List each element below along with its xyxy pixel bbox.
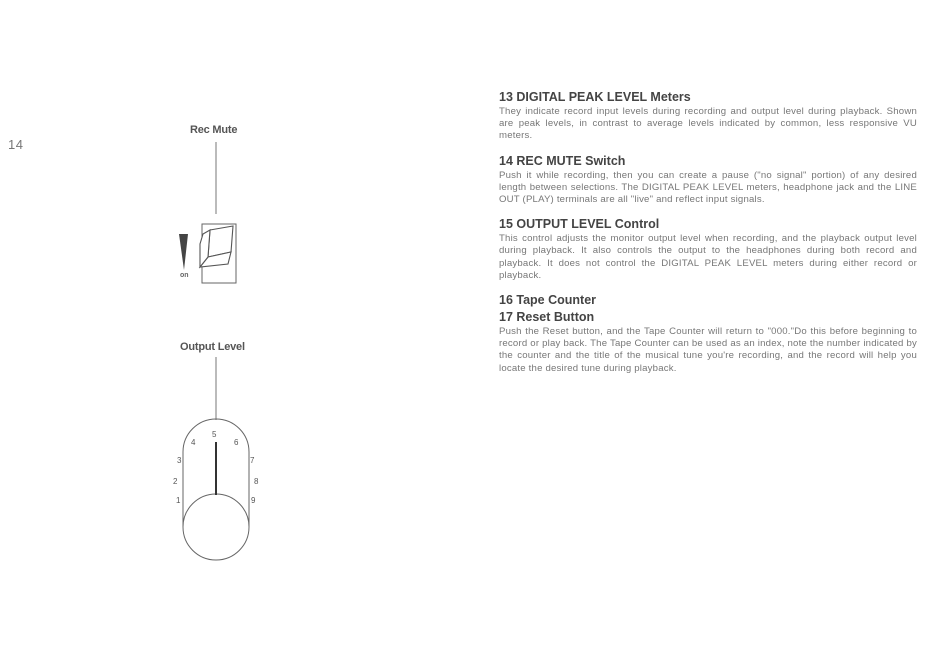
section-title: 16 Tape Counter: [499, 293, 597, 308]
page-number: 14: [8, 137, 24, 152]
on-arrow-icon: [179, 234, 188, 270]
section-body: They indicate record input levels during recording and output level during playback. Shown are peak levels, in contrast to average levels indicated by common, less responsive VU meters.: [499, 106, 917, 142]
section-title-secondary: 17 Reset Button: [499, 310, 595, 325]
scale-mark-1: 1: [176, 496, 181, 505]
scale-mark-9: 9: [251, 496, 256, 505]
section-output-level-control: [499, 216, 917, 282]
section-tape-counter-reset: [499, 292, 917, 375]
scale-mark-3: 3: [177, 456, 182, 465]
on-label: on: [180, 272, 189, 279]
description-column: [499, 89, 917, 385]
section-rec-mute-switch: [499, 153, 917, 207]
section-title: 13 DIGITAL PEAK LEVEL Meters: [499, 90, 691, 104]
scale-mark-4: 4: [191, 438, 196, 447]
section-body: Push the Reset button, and the Tape Counter will return to "000."Do this before beginning to record or play back. The Tape Counter can be used as an index, note the number indicated by the counter and the title of the musical tune you're recording, and the record will help you locate the desired tune during playback.: [499, 326, 917, 374]
section-digital-peak-level-meters: [499, 89, 917, 143]
scale-mark-8: 8: [254, 477, 259, 486]
section-body: This control adjusts the monitor output level when recording, and the playback output level during playback. It also controls the output to the headphones during both record and playback. It does not control the DIGITAL PEAK LEVEL meters during either record or playback.: [499, 233, 917, 281]
section-body: Push it while recording, then you can create a pause ("no signal" portion) of any desired length between selections. The DIGITAL PEAK LEVEL meters, headphone jack and the LINE OUT (PLAY) terminals are all "live" and reflect input signals.: [499, 169, 917, 206]
rec-mute-label: Rec Mute: [190, 124, 238, 136]
section-title: 14 REC MUTE Switch: [499, 153, 626, 168]
scale-mark-2: 2: [173, 477, 178, 486]
scale-mark-5: 5: [212, 430, 217, 439]
rec-mute-rocker: [200, 226, 233, 267]
output-level-label: Output Level: [180, 341, 245, 353]
scale-mark-7: 7: [250, 456, 255, 465]
scale-mark-6: 6: [234, 438, 239, 447]
section-title: 15 OUTPUT LEVEL Control: [499, 217, 660, 232]
